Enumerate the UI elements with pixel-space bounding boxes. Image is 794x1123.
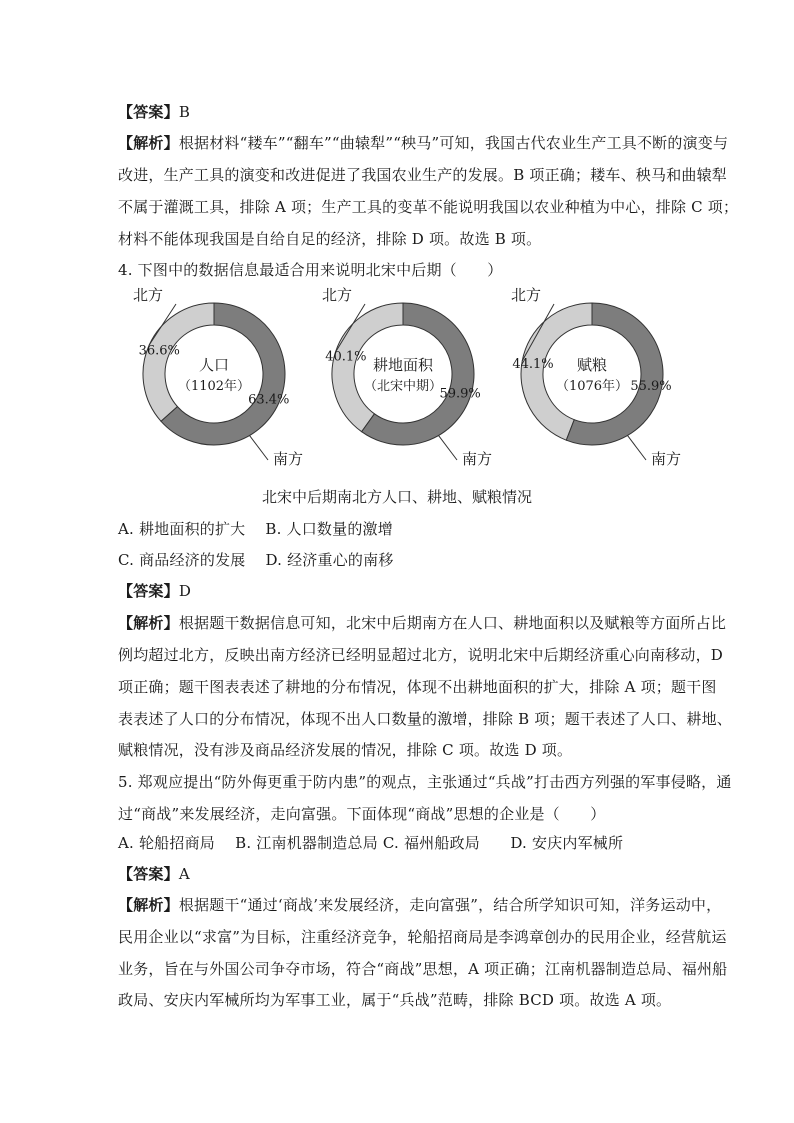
q4-analysis-line-3: 项正确；题干图表表述了耕地的分布情况，体现不出耕地面积的扩大，排除 A 项；题干图 xyxy=(118,678,717,696)
south-percent-label: 55.9% xyxy=(630,379,672,395)
q5-analysis-line-1: 【解析】根据题干“通过‘商战’来发展经济，走向富强”，结合所学知识可知，洋务运动中， xyxy=(118,896,722,914)
north-percent-label: 40.1% xyxy=(325,349,367,365)
answer-label: 【答案】 xyxy=(118,582,179,600)
q4-option-d: D. 经济重心的南移 xyxy=(265,551,394,569)
q4-analysis-line-4: 表表述了人口的分布情况，体现不出人口数量的激增，排除 B 项；题干表述了人口、耕地、 xyxy=(118,710,732,728)
south-leader-line xyxy=(439,435,458,460)
analysis-label: 【解析】 xyxy=(118,614,179,632)
answer-label: 【答案】 xyxy=(118,103,179,121)
q4-analysis-line-1: 【解析】根据题干数据信息可知，北宋中后期南方在人口、耕地面积以及赋粮等方面所占比 xyxy=(118,614,727,632)
north-percent-label: 44.1% xyxy=(512,356,554,372)
q3-analysis-line-3: 不属于灌溉工具，排除 A 项；生产工具的变革不能说明我国以农业种植为中心，排除 C 项； xyxy=(118,198,739,216)
q5-analysis-line-2: 民用企业以“求富”为目标，注重经济竞争，轮船招商局是李鸿章创办的民用企业，经营航运 xyxy=(118,928,727,946)
center-sublabel: （1102年） xyxy=(177,379,251,394)
center-sublabel: （北宋中期） xyxy=(363,379,443,394)
q5-stem-line-1: 5. 郑观应提出“防外侮更重于防内患”的观点，主张通过“兵战”打击西方列强的军事侵略，通 xyxy=(118,773,732,791)
south-percent-label: 63.4% xyxy=(248,392,290,408)
q4-options-row-2 xyxy=(118,550,688,570)
center-sublabel: （1076年） xyxy=(555,379,629,394)
q3-analysis-line-1: 【解析】根据材料“耧车”“翻车”“曲辕犁”“秧马”可知，我国古代农业生产工具不断的演变与 xyxy=(118,134,729,152)
south-label: 南方 xyxy=(461,450,493,468)
q3-analysis-line-4: 材料不能体现我国是自给自足的经济，排除 D 项。故选 B 项。 xyxy=(118,230,542,248)
analysis-label: 【解析】 xyxy=(118,896,179,914)
q5-answer xyxy=(118,864,688,884)
q4-option-a: A. 耕地面积的扩大 xyxy=(118,520,246,538)
q5-stem-line-2: 过“商战”来发展经济，走向富强。下面体现“商战”思想的企业是（ ） xyxy=(118,805,606,823)
north-label: 北方 xyxy=(132,286,164,304)
q4-stem: 4. 下图中的数据信息最适合用来说明北宋中后期（ ） xyxy=(118,261,503,279)
south-leader-line xyxy=(250,435,269,460)
south-percent-label: 59.9% xyxy=(439,386,481,402)
q4-analysis-line-2: 例均超过北方，反映出南方经济已经明显超过北方，说明北宋中后期经济重心向南移动，D xyxy=(118,646,724,664)
north-label: 北方 xyxy=(321,286,353,304)
answer-value: B xyxy=(178,103,191,121)
q4-options-row-1 xyxy=(118,519,688,539)
center-label: 赋粮 xyxy=(576,356,608,374)
donut-charts-svg xyxy=(110,282,690,472)
q5-analysis-line-3: 业务，旨在与外国公司争夺市场，符合“商战”思想，A 项正确；江南机器制造总局、福州船 xyxy=(118,960,728,978)
q4-analysis-line-5: 赋粮情况，没有涉及商品经济发展的情况，排除 C 项。故选 D 项。 xyxy=(118,741,573,759)
answer-value: D xyxy=(178,582,192,600)
south-leader-line xyxy=(628,435,647,460)
answer-value: A xyxy=(178,865,190,883)
south-label: 南方 xyxy=(272,450,304,468)
q4-option-b: B. 人口数量的激增 xyxy=(265,520,393,538)
q3-analysis-line-2: 改进，生产工具的演变和改进促进了我国农业生产的发展。B 项正确；耧车、秧马和曲辕犁 xyxy=(118,166,727,184)
donut-charts xyxy=(110,282,690,472)
north-percent-label: 36.6% xyxy=(138,343,180,359)
chart-caption: 北宋中后期南北方人口、耕地、赋粮情况 xyxy=(261,488,532,506)
center-label: 耕地面积 xyxy=(372,356,434,374)
q4-answer xyxy=(118,581,688,601)
north-label: 北方 xyxy=(510,286,542,304)
answer-label: 【答案】 xyxy=(118,865,179,883)
q3-answer xyxy=(118,102,688,122)
analysis-label: 【解析】 xyxy=(118,134,179,152)
q5-analysis-line-4: 政局、安庆内军械所均为军事工业，属于“兵战”范畴，排除 BCD 项。故选 A 项。 xyxy=(118,991,672,1009)
q5-options: A. 轮船招商局 B. 江南机器制造总局 C. 福州船政局 D. 安庆内军械所 xyxy=(118,834,624,852)
q4-option-c: C. 商品经济的发展 xyxy=(118,551,246,569)
south-label: 南方 xyxy=(650,450,682,468)
center-label: 人口 xyxy=(198,356,230,374)
